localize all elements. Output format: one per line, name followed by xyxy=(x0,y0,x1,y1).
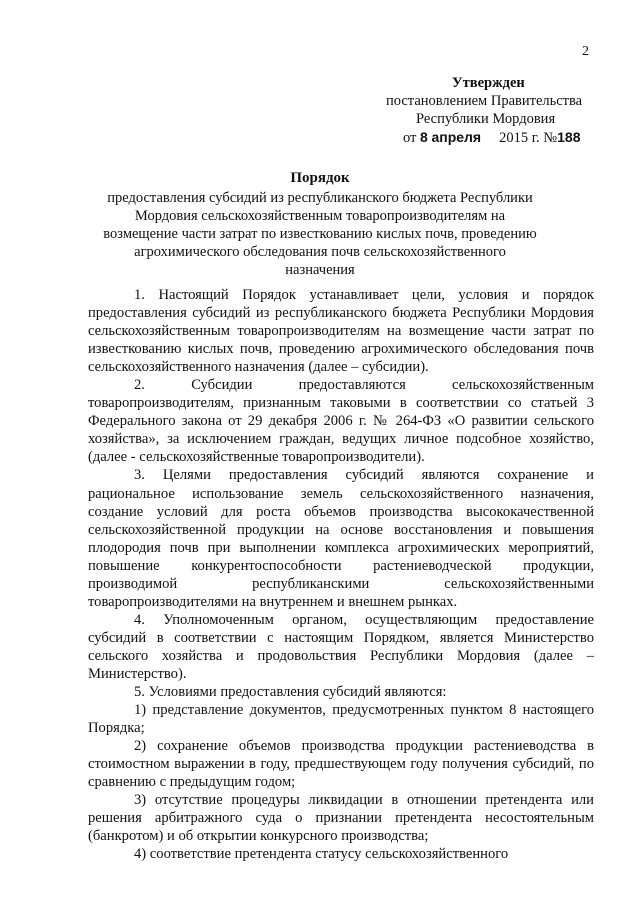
document-body xyxy=(88,286,594,864)
paragraph: 1. Настоящий Порядок устанавливает цели, условия и порядок предоставления субсидий из республиканского бюджета Республики Мордовия сельскохозяйственным товаропроизводителям на возмещение части затрат по известкованию кислых почв, проведению агрохимического обследования почв сельскохозяйственного назначения (далее – субсидии). xyxy=(88,287,594,376)
approval-day: 8 xyxy=(420,129,428,145)
paragraph: 4. Уполномоченным органом, осуществляющим предоставление субсидий в соответствии с настоящим Порядком, является Министерство сельского хозяйства и продовольствия Республики Мордовия (далее – Министерство). xyxy=(88,611,594,682)
approval-heading: Утвержден xyxy=(452,75,525,91)
paragraph: 3. Целями предоставления субсидий являются сохранение и рациональное использование земель сельскохозяйственного назначения, создание условий для роста объемов производства высококачественной сельскохозяйственной продукции на основе восстановления и повышения плодородия почв при выполнении комплекса агрохимических мероприятий, повышение конкурентоспособности растениеводческой продукции, производимой республиканскими сельскохозяйственными товаропроизводителями на внутреннем и внешнем рынках. xyxy=(88,467,594,610)
document-title: Порядок xyxy=(290,170,350,186)
approval-date-line xyxy=(376,128,582,147)
approval-stamp xyxy=(376,74,582,147)
paragraph: 4) соответствие претендента статусу сельскохозяйственного xyxy=(134,846,509,863)
date-prefix: от xyxy=(403,130,417,146)
paragraph: 2) сохранение объемов производства продукции растениеводства в стоимостном выражении в году, предшествующем году получения субсидий, по сравнению с предыдущим годом; xyxy=(88,738,594,791)
approval-line-1: постановлением Правительства xyxy=(386,93,583,109)
approval-month: апреля xyxy=(431,129,482,145)
paragraph: 1) представление документов, предусмотренных пунктом 8 настоящего Порядка; xyxy=(88,702,594,737)
approval-year: 2015 г. xyxy=(499,130,540,146)
paragraph: 5. Условиями предоставления субсидий являются: xyxy=(134,684,447,701)
document-subtitle: предоставления субсидий из республиканского бюджета Республики Мордовия сельскохозяйственным товаропроизводителям на возмещение части затрат по известкованию кислых почв, проведению агрохимического обследования почв сельскохозяйственного назначения xyxy=(103,190,537,278)
approval-line-2: Республики Мордовия xyxy=(416,111,556,127)
page-number: 2 xyxy=(582,44,589,59)
paragraph: 3) отсутствие процедуры ликвидации в отношении претендента или решения арбитражного суда о признании претендента несостоятельным (банкротом) и об открытии конкурсного производства; xyxy=(88,792,594,845)
number-sign: № xyxy=(543,130,558,146)
approval-number: 188 xyxy=(557,129,581,145)
paragraph: 2. Субсидии предоставляются сельскохозяйственным товаропроизводителям, признанным таковыми в соответствии со статьей 3 Федерального закона от 29 декабря 2006 г. № 264-ФЗ «О развитии сельского хозяйства», за исключением граждан, ведущих личное подсобное хозяйство, (далее - сельскохозяйственные товаропроизводители). xyxy=(88,377,594,466)
